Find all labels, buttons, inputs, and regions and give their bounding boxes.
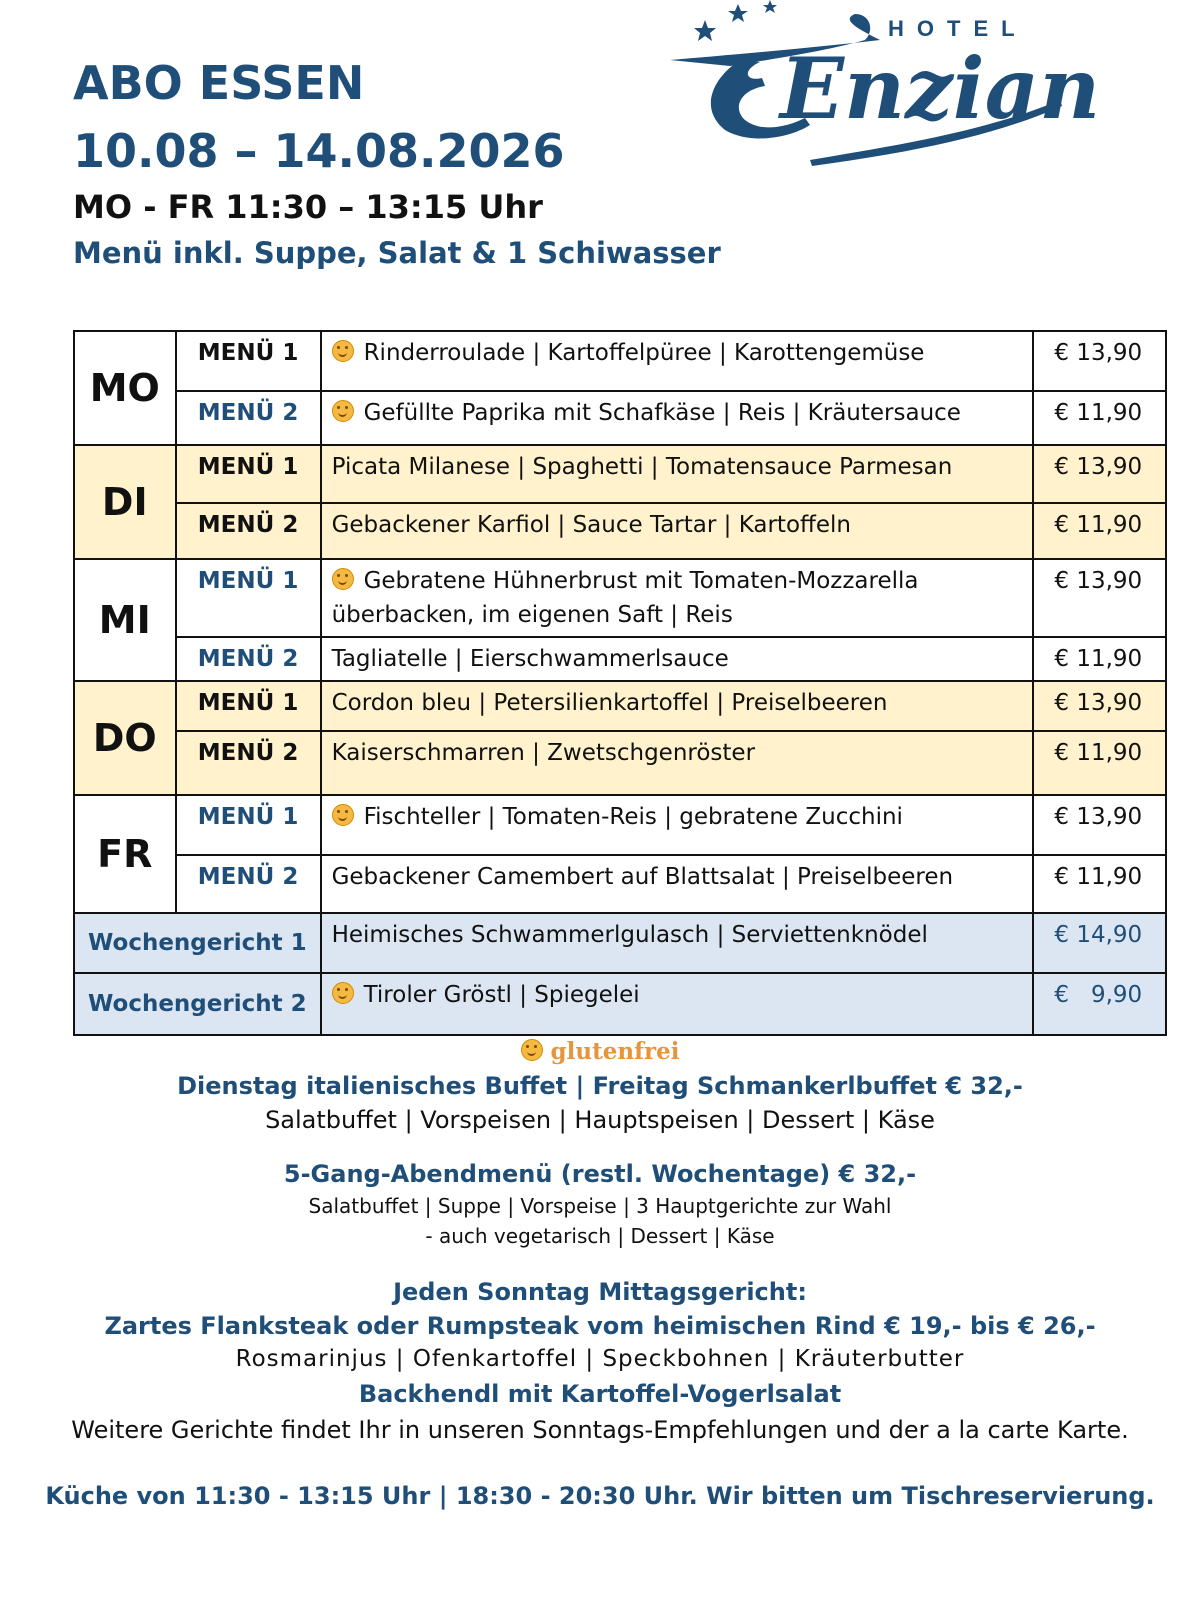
sunday-more-info: Weitere Gerichte findet Ihr in unseren Sonntags-Empfehlungen und der a la carte Karte. [71,1416,1129,1444]
dish-cell [321,445,1034,503]
dish-text: Picata Milanese | Spaghetti | Tomatensauce Parmesan [331,454,953,480]
price: € 11,90 [1033,855,1166,913]
menu-row [74,637,1166,681]
dish-cell [321,559,1034,637]
dish-cell [321,855,1034,913]
price: € 11,90 [1033,731,1166,795]
dish-cell [321,731,1034,795]
sunday-sides: Rosmarinjus | Ofenkartoffel | Speckbohnen | Kräuterbutter [235,1346,965,1372]
price: € 9,90 [1033,973,1166,1035]
dish-text: Cordon bleu | Petersilienkartoffel | Preiselbeeren [331,690,888,716]
menu-row [74,731,1166,795]
hotel-enzian-logo [670,0,1100,170]
page-title: ABO ESSEN [73,56,365,110]
sunday-backhendl: Backhendl mit Kartoffel-Vogerlsalat [358,1380,842,1408]
dish-text: Fischteller | Tomaten-Reis | gebratene Zucchini [363,804,903,830]
opening-hours: MO - FR 11:30 – 13:15 Uhr [73,188,543,226]
price: € 13,90 [1033,445,1166,503]
menu-row [74,855,1166,913]
menu-label: MENÜ 2 [176,503,321,559]
weekly-label: Wochengericht 2 [74,973,321,1035]
price: € 11,90 [1033,637,1166,681]
dish-text: Heimisches Schwammerlgulasch | Serviettenknödel [331,922,928,948]
price: € 13,90 [1033,795,1166,855]
evening-menu-line1: Salatbuffet | Suppe | Vorspeise | 3 Hauptgerichte zur Wahl [308,1194,892,1218]
star-icon [694,20,716,41]
dish-cell [321,973,1034,1035]
menu-label: MENÜ 1 [176,445,321,503]
sunday-steak: Zartes Flanksteak oder Rumpsteak vom heimischen Rind € 19,- bis € 26,- [104,1312,1096,1340]
menu-includes: Menü inkl. Suppe, Salat & 1 Schiwasser [73,236,721,270]
menu-row [74,503,1166,559]
weekly-label: Wochengericht 1 [74,913,321,973]
dish-text: Kaiserschmarren | Zwetschgenröster [331,740,756,766]
smiley-icon [332,340,354,362]
dish-cell [321,637,1034,681]
menu-row [74,331,1166,391]
svg-text:Enzian: Enzian [780,39,1100,138]
dish-cell [321,331,1034,391]
menu-row [74,445,1166,503]
dish-cell [321,913,1034,973]
gluten-free-legend [0,1038,1200,1065]
dish-text: Gebackener Karfiol | Sauce Tartar | Kartoffeln [331,512,851,538]
smiley-icon [332,400,354,422]
day-label: DO [74,681,176,795]
price: € 11,90 [1033,503,1166,559]
day-label: FR [74,795,176,913]
dish-cell [321,795,1034,855]
date-range: 10.08 – 14.08.2026 [73,124,565,178]
weekly-row [74,973,1166,1035]
menu-label: MENÜ 1 [176,681,321,731]
menu-label: MENÜ 2 [176,855,321,913]
star-icon [728,4,748,22]
price: € 13,90 [1033,559,1166,637]
menu-row [74,391,1166,445]
day-label: DI [74,445,176,559]
dish-text: Gebackener Camembert auf Blattsalat | Preiselbeeren [331,864,954,890]
dish-text: Tiroler Gröstl | Spiegelei [363,982,640,1008]
dish-cell [321,503,1034,559]
dish-cell [321,681,1034,731]
smiley-icon [521,1039,543,1061]
evening-menu-line2: - auch vegetarisch | Dessert | Käse [425,1224,775,1248]
dish-text: Tagliatelle | Eierschwammerlsauce [331,646,729,672]
dish-text: Rinderroulade | Kartoffelpüree | Karottengemüse [363,340,925,366]
price: € 11,90 [1033,391,1166,445]
price: € 13,90 [1033,331,1166,391]
weekly-row [74,913,1166,973]
gluten-free-label: glutenfrei [550,1038,680,1065]
menu-label: MENÜ 1 [176,559,321,637]
dish-text: Gefüllte Paprika mit Schafkäse | Reis | Kräutersauce [363,400,961,426]
smiley-icon [332,982,354,1004]
evening-menu-title: 5-Gang-Abendmenü (restl. Wochentage) € 32,- [283,1160,917,1188]
menu-row [74,559,1166,637]
day-label: MO [74,331,176,445]
menu-label: MENÜ 2 [176,731,321,795]
buffet-items: Salatbuffet | Vorspeisen | Hauptspeisen | Dessert | Käse [265,1106,935,1134]
menu-label: MENÜ 2 [176,391,321,445]
smiley-icon [332,568,354,590]
kitchen-hours: Küche von 11:30 - 13:15 Uhr | 18:30 - 20:30 Uhr. Wir bitten um Tischreservierung. [45,1482,1155,1510]
menu-label: MENÜ 1 [176,331,321,391]
dish-text: Gebratene Hühnerbrust mit Tomaten-Mozzarella überbacken, im eigenen Saft | Reis [331,568,919,628]
price: € 13,90 [1033,681,1166,731]
svg-text:HOTEL: HOTEL [888,16,1028,41]
day-label: MI [74,559,176,681]
menu-row [74,795,1166,855]
weekly-menu-table [73,330,1167,1036]
menu-label: MENÜ 2 [176,637,321,681]
dish-cell [321,391,1034,445]
buffet-title: Dienstag italienisches Buffet | Freitag Schmankerlbuffet € 32,- [177,1072,1023,1100]
smiley-icon [332,804,354,826]
sunday-title: Jeden Sonntag Mittagsgericht: [393,1278,807,1306]
menu-label: MENÜ 1 [176,795,321,855]
menu-row [74,681,1166,731]
star-icon [763,0,777,13]
price: € 14,90 [1033,913,1166,973]
